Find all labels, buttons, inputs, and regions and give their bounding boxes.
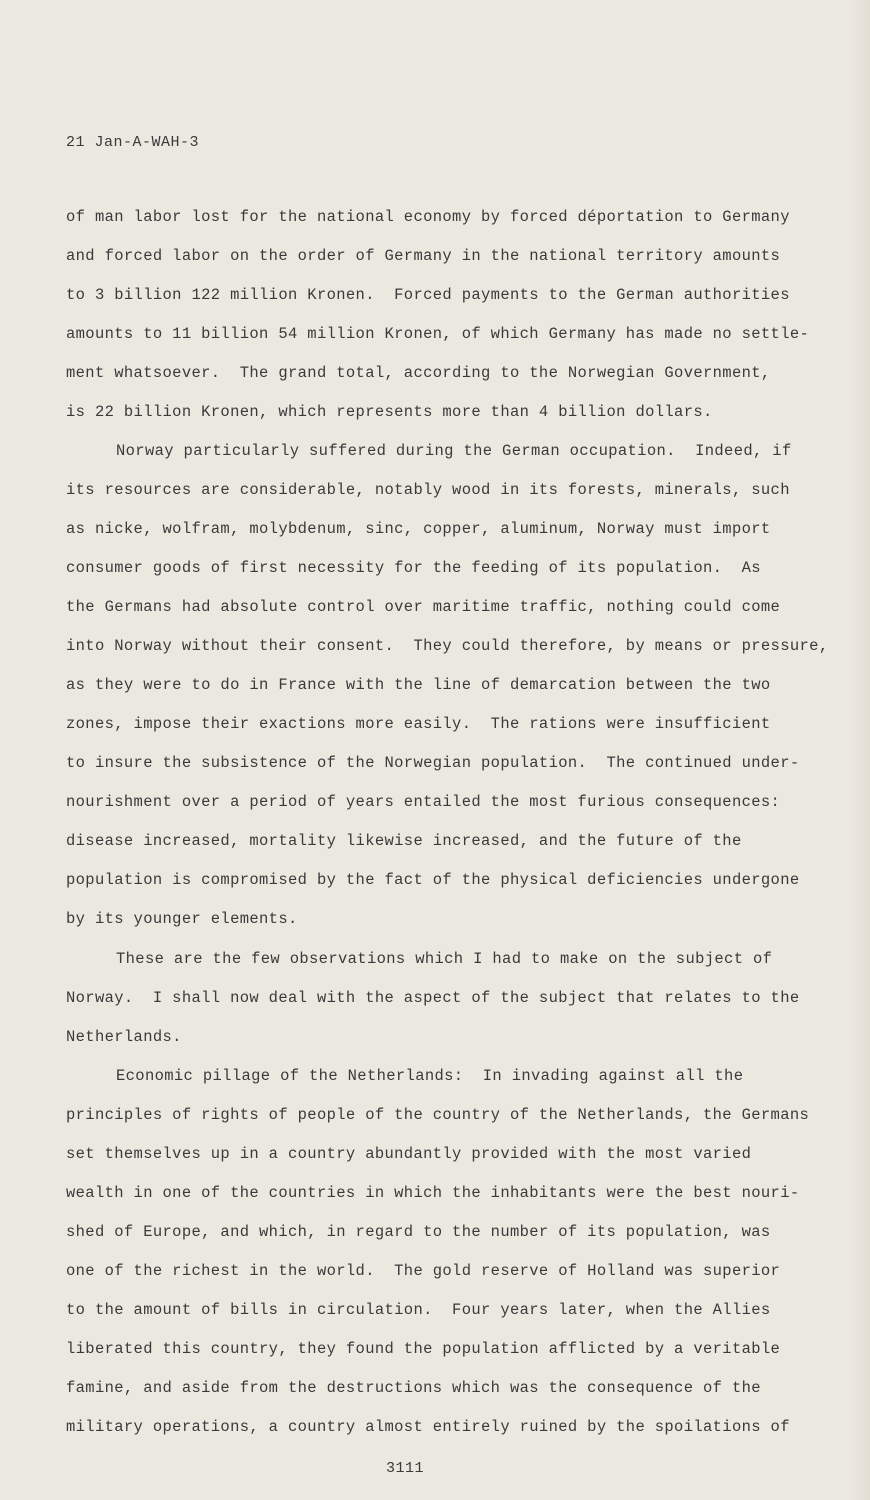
text-line: to the amount of bills in circulation. Four years later, when the Allies (66, 1301, 771, 1319)
text-line: liberated this country, they found the population afflicted by a veritable (66, 1340, 781, 1358)
text-line: zones, impose their exactions more easily. The rations were insufficient (66, 715, 771, 733)
text-line: to 3 billion 122 million Kronen. Forced payments to the German authorities (66, 286, 790, 304)
text-line: and forced labor on the order of Germany in the national territory amounts (66, 247, 781, 265)
text-line: ment whatsoever. The grand total, according to the Norwegian Government, (66, 364, 771, 382)
page-edge (852, 0, 870, 1500)
text-line: to insure the subsistence of the Norwegian population. The continued under- (66, 754, 800, 772)
text-line: its resources are considerable, notably wood in its forests, minerals, such (66, 481, 790, 499)
text-line: by its younger elements. (66, 910, 298, 928)
document-reference: 21 Jan-A-WAH-3 (66, 134, 200, 151)
paragraph-start-line: Norway particularly suffered during the German occupation. Indeed, if (116, 442, 792, 460)
text-line: amounts to 11 billion 54 million Kronen, of which Germany has made no settle- (66, 325, 810, 343)
text-line: military operations, a country almost entirely ruined by the spoilations of (66, 1418, 790, 1436)
text-line: wealth in one of the countries in which the inhabitants were the best nouri- (66, 1184, 800, 1202)
text-line: is 22 billion Kronen, which represents more than 4 billion dollars. (66, 403, 713, 421)
text-line: disease increased, mortality likewise increased, and the future of the (66, 832, 742, 850)
text-line: population is compromised by the fact of the physical deficiencies undergone (66, 871, 800, 889)
text-line: the Germans had absolute control over maritime traffic, nothing could come (66, 598, 781, 616)
text-line: consumer goods of first necessity for the feeding of its population. As (66, 559, 761, 577)
text-line: into Norway without their consent. They could therefore, by means or pressure, (66, 637, 829, 655)
paragraph-start-line: Economic pillage of the Netherlands: In invading against all the (116, 1067, 744, 1085)
paragraph-start-line: These are the few observations which I had to make on the subject of (116, 950, 773, 968)
text-line: principles of rights of people of the country of the Netherlands, the Germans (66, 1106, 810, 1124)
text-line: one of the richest in the world. The gold reserve of Holland was superior (66, 1262, 781, 1280)
page-number: 3111 (386, 1460, 425, 1477)
text-line: set themselves up in a country abundantly provided with the most varied (66, 1145, 752, 1163)
text-line: nourishment over a period of years entailed the most furious consequences: (66, 793, 781, 811)
text-line: Netherlands. (66, 1028, 182, 1046)
text-line: shed of Europe, and which, in regard to the number of its population, was (66, 1223, 771, 1241)
text-line: famine, and aside from the destructions which was the consequence of the (66, 1379, 761, 1397)
text-line: as nicke, wolfram, molybdenum, sinc, copper, aluminum, Norway must import (66, 520, 771, 538)
text-line: as they were to do in France with the line of demarcation between the two (66, 676, 771, 694)
text-line: of man labor lost for the national economy by forced déportation to Germany (66, 208, 790, 226)
text-line: Norway. I shall now deal with the aspect of the subject that relates to the (66, 989, 800, 1007)
